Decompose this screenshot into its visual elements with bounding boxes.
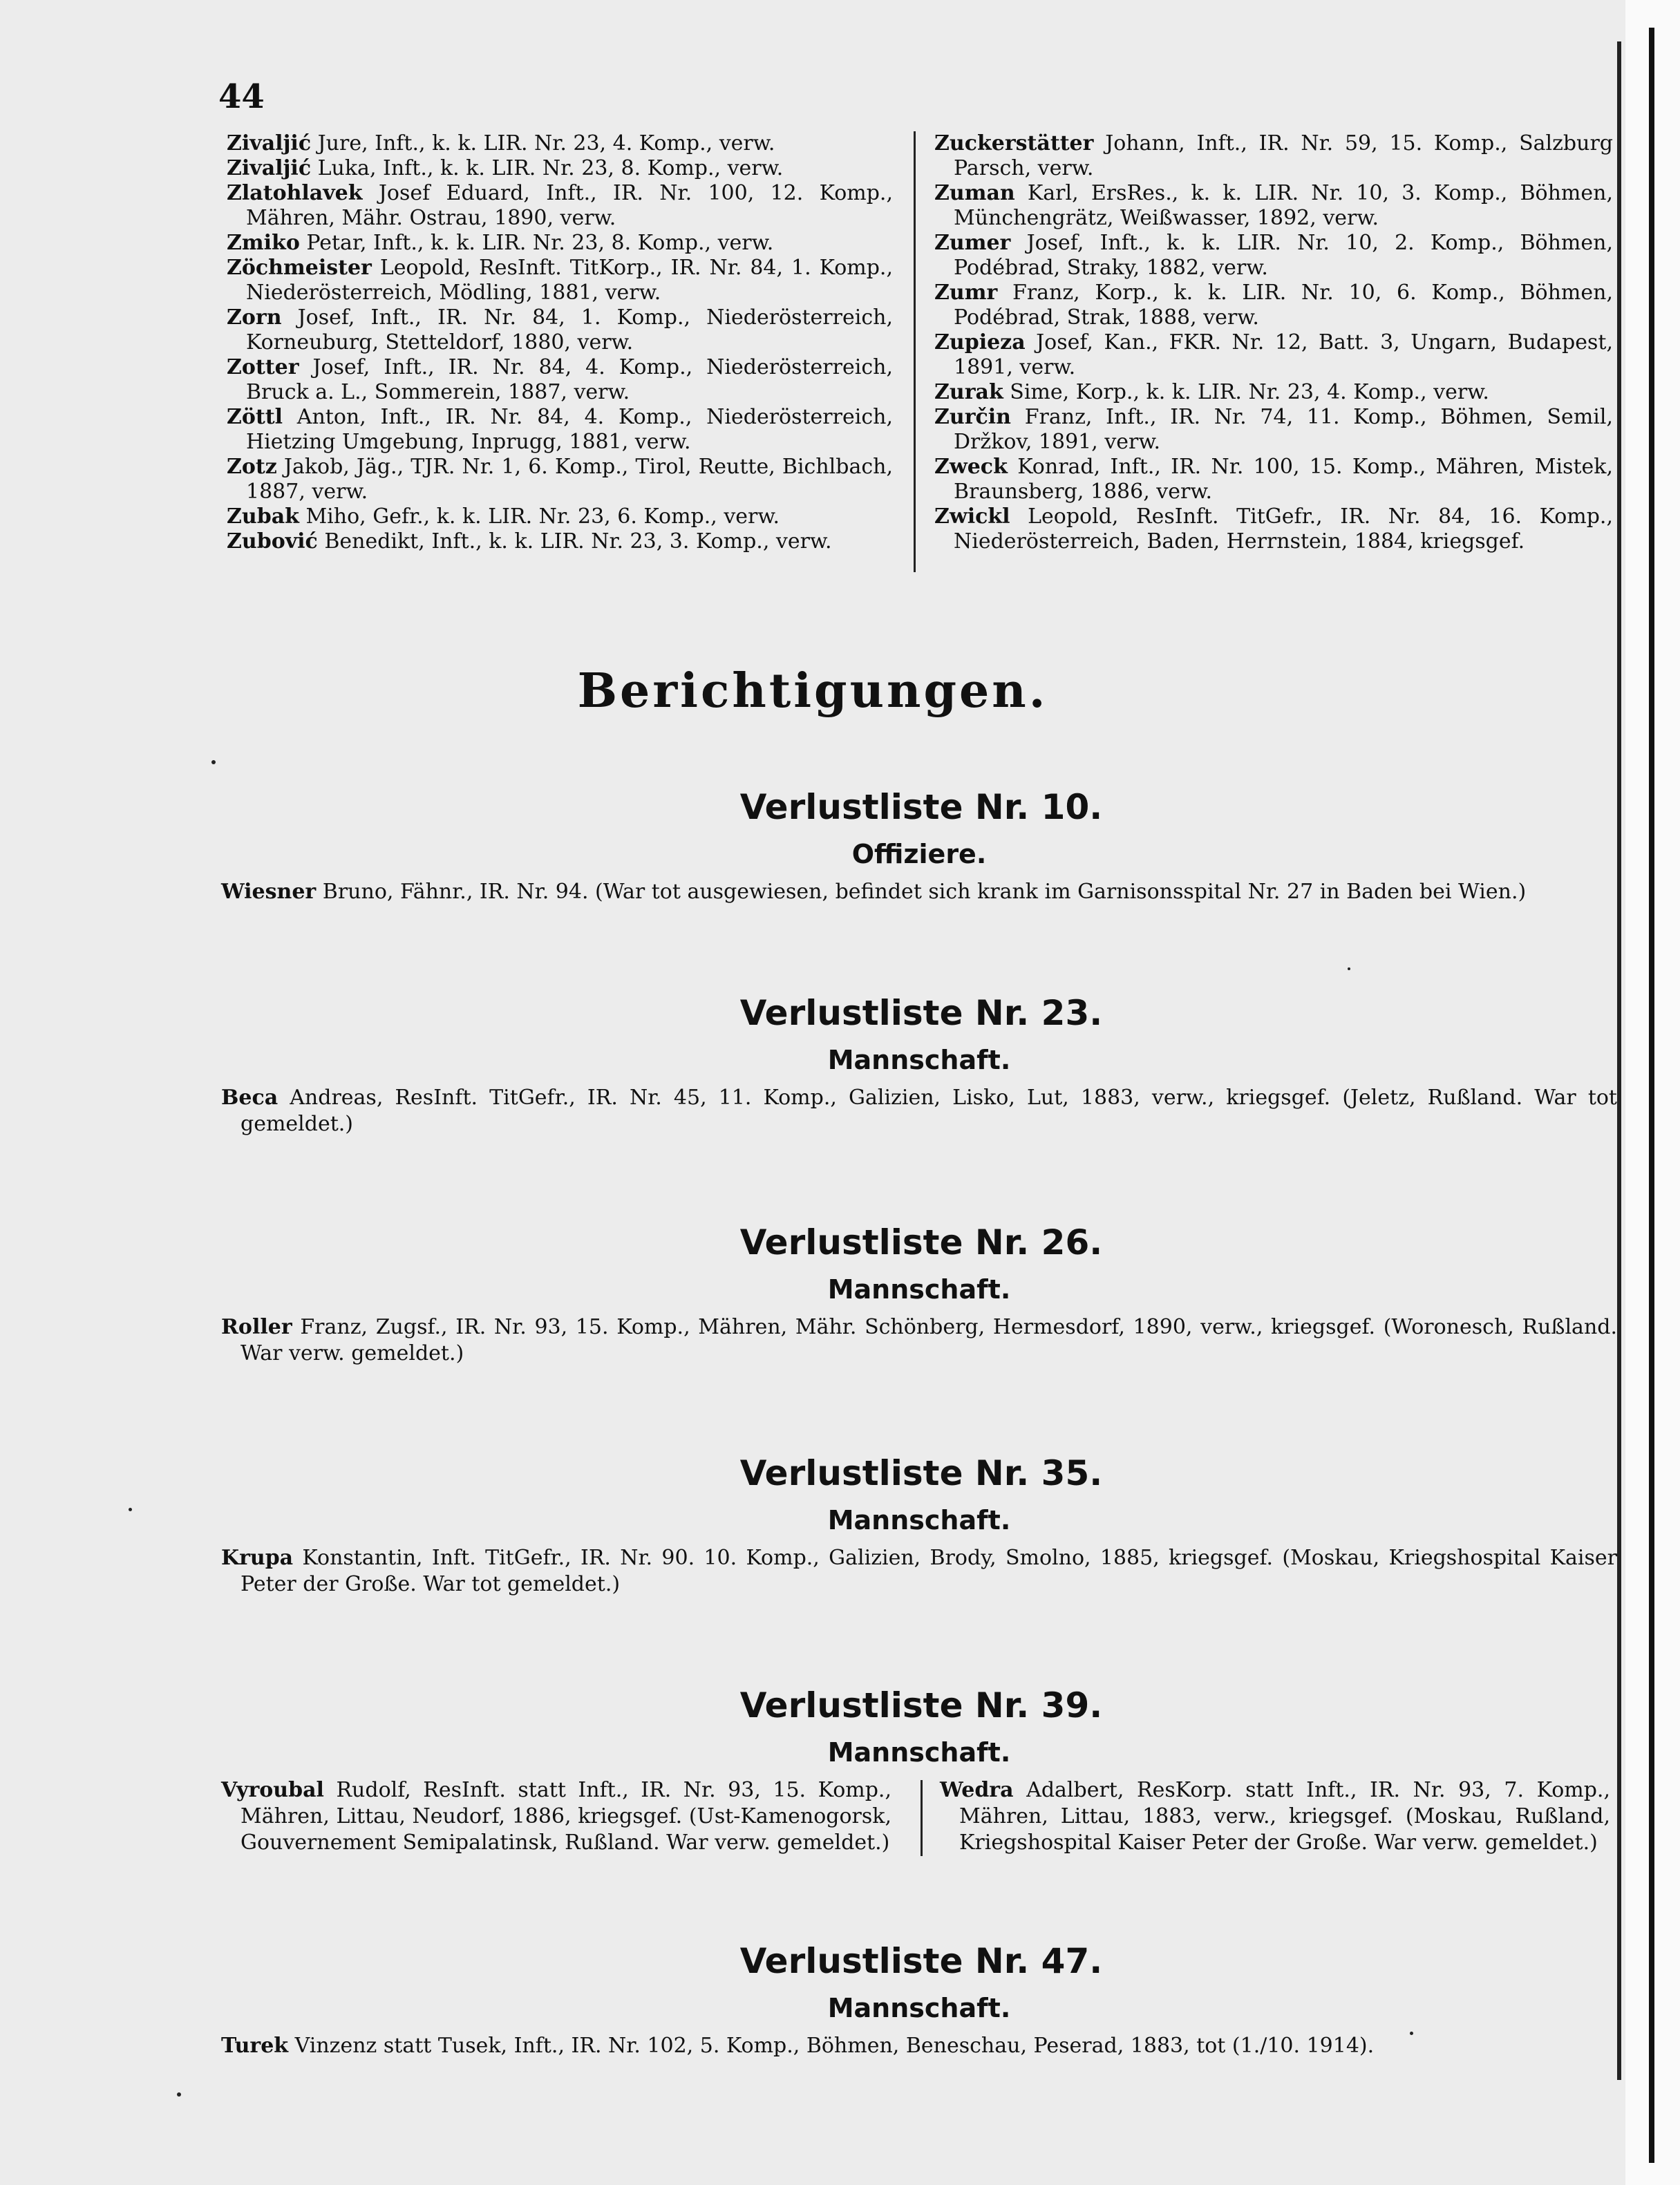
entry-surname: Zubović	[227, 529, 318, 554]
page-title: Berichtigungen.	[577, 663, 1048, 719]
section-subtitle: Mannschaft.	[827, 1737, 1011, 1768]
entry-surname: Beca	[221, 1086, 279, 1110]
section-title: Verlustliste Nr. 23.	[739, 993, 1103, 1033]
entry-surname: Zuman	[934, 181, 1015, 205]
entry-details: Anton, Inft., IR. Nr. 84, 4. Komp., Niederösterreich, Hietzing Umgebung, Inprugg, 1881, verw.	[246, 405, 893, 454]
scan-speck	[211, 760, 216, 764]
entry-details: Jure, Inft., k. k. LIR. Nr. 23, 4. Komp., verw.	[311, 131, 775, 155]
entry-surname: Zlatohlavek	[227, 181, 363, 205]
entry-surname: Krupa	[221, 1546, 294, 1570]
correction-section-39	[221, 1683, 1617, 1860]
scan-speck	[129, 1508, 132, 1511]
entry-details: Leopold, ResInft. TitKorp., IR. Nr. 84, 1. Komp., Niederösterreich, Mödling, 1881, verw.	[246, 256, 893, 305]
entry-surname: Zöttl	[227, 405, 283, 429]
entry-details: Andreas, ResInft. TitGefr., IR. Nr. 45, 11. Komp., Galizien, Lisko, Lut, 1883, verw., kriegsgef. (Jeletz, Rußland. War tot gemeldet.)	[240, 1086, 1617, 1136]
section-subtitle: Mannschaft.	[827, 1993, 1011, 2023]
list-item	[934, 131, 1613, 181]
correction-section-35	[221, 1451, 1617, 1598]
list-item	[934, 281, 1613, 330]
correction-section-23	[221, 991, 1617, 1137]
entry-surname: Turek	[221, 2034, 289, 2058]
list-item	[934, 455, 1613, 504]
section-subtitle: Mannschaft.	[827, 1505, 1011, 1535]
list-item	[227, 256, 893, 305]
entry-surname: Zwickl	[934, 504, 1010, 529]
entry-details: Luka, Inft., k. k. LIR. Nr. 23, 8. Komp., verw.	[311, 156, 784, 180]
list-item	[227, 529, 893, 554]
list-item	[227, 156, 893, 181]
entry-details: Leopold, ResInft. TitGefr., IR. Nr. 84, 16. Komp., Niederösterreich, Baden, Herrnstein, 1884, kriegsgef.	[954, 504, 1613, 554]
entry-surname: Zivaljić	[227, 131, 312, 155]
entry-details: Josef, Kan., FKR. Nr. 12, Batt. 3, Ungarn, Budapest, 1891, verw.	[954, 330, 1613, 379]
list-item	[221, 1314, 1617, 1367]
entry-details: Josef, Inft., IR. Nr. 84, 4. Komp., Niederösterreich, Bruck a. L., Sommerein, 1887, verw.	[246, 355, 893, 404]
entry-surname: Zurčin	[934, 405, 1011, 429]
page-edge-line	[1649, 28, 1654, 2163]
list-item	[934, 231, 1613, 281]
list-item	[227, 231, 893, 256]
entry-details: Vinzenz statt Tusek, Inft., IR. Nr. 102, 5. Komp., Böhmen, Beneschau, Peserad, 1883, tot (1./10. 1914).	[288, 2034, 1375, 2058]
entry-details: Konrad, Inft., IR. Nr. 100, 15. Komp., Mähren, Mistek, Braunsberg, 1886, verw.	[954, 455, 1613, 504]
entry-details: Konstantin, Inft. TitGefr., IR. Nr. 90. 10. Komp., Galizien, Brody, Smolno, 1885, kriegsgef. (Moskau, Kriegshospital Kaiser Peter der Große. War tot gemeldet.)	[240, 1546, 1617, 1596]
entry-surname: Zumr	[934, 281, 998, 305]
entry-details: Benedikt, Inft., k. k. LIR. Nr. 23, 3. Komp., verw.	[317, 529, 832, 554]
entry-surname: Zivaljić	[227, 156, 312, 180]
column-divider	[914, 131, 916, 572]
list-item	[934, 330, 1613, 380]
entry-details: Josef, Inft., IR. Nr. 84, 1. Komp., Niederösterreich, Korneuburg, Stetteldorf, 1880, verw.	[246, 305, 893, 354]
entry-surname: Wiesner	[221, 880, 317, 904]
right-column	[934, 131, 1613, 554]
entry-details: Johann, Inft., IR. Nr. 59, 15. Komp., Salzburg Parsch, verw.	[954, 131, 1613, 180]
entry-details: Sime, Korp., k. k. LIR. Nr. 23, 4. Komp., verw.	[1003, 380, 1489, 404]
entry-surname: Zöchmeister	[227, 256, 372, 280]
correction-section-10	[221, 785, 1617, 905]
list-item	[227, 504, 893, 529]
list-item	[221, 1085, 1617, 1137]
list-item	[221, 879, 1617, 905]
entry-details: Josef Eduard, Inft., IR. Nr. 100, 12. Komp., Mähren, Mähr. Ostrau, 1890, verw.	[246, 181, 893, 230]
section-subtitle: Offiziere.	[851, 839, 987, 869]
entry-surname: Zmiko	[227, 231, 300, 255]
list-item	[934, 405, 1613, 455]
list-item	[227, 455, 893, 504]
entry-surname: Zuckerstätter	[934, 131, 1094, 155]
correction-section-47	[221, 1939, 1617, 2059]
entry-surname: Zorn	[227, 305, 282, 330]
list-item	[934, 504, 1613, 554]
entry-details: Adalbert, ResKorp. statt Inft., IR. Nr. 93, 7. Komp., Mähren, Littau, 1883, verw., kriegsgef. (Moskau, Rußland, Kriegshospital Kaiser Peter der Große. War verw. gemeldet.)	[959, 1778, 1610, 1855]
left-column	[227, 131, 893, 554]
list-item	[934, 181, 1613, 231]
list-item	[221, 1545, 1617, 1598]
scan-speck	[177, 2092, 181, 2097]
list-item	[940, 1777, 1610, 1856]
entry-details: Petar, Inft., k. k. LIR. Nr. 23, 8. Komp., verw.	[299, 231, 774, 255]
section-subtitle: Mannschaft.	[827, 1274, 1011, 1305]
entry-surname: Roller	[221, 1315, 292, 1339]
entry-details: Rudolf, ResInft. statt Inft., IR. Nr. 93, 15. Komp., Mähren, Littau, Neudorf, 1886, kriegsgef. (Ust-Kamenogorsk, Gouvernement Semipalatinsk, Rußland. War verw. gemeldet.)	[240, 1778, 891, 1855]
list-item	[221, 1777, 891, 1856]
section-title: Verlustliste Nr. 35.	[739, 1453, 1103, 1493]
entry-details: Franz, Korp., k. k. LIR. Nr. 10, 6. Komp., Böhmen, Podébrad, Strak, 1888, verw.	[954, 281, 1613, 330]
correction-section-26	[221, 1220, 1617, 1367]
list-item	[227, 405, 893, 455]
section-title: Verlustliste Nr. 26.	[739, 1222, 1103, 1262]
entry-surname: Zotz	[227, 455, 277, 479]
scan-speck	[1410, 2032, 1413, 2035]
entry-surname: Zweck	[934, 455, 1008, 479]
list-item	[227, 131, 893, 156]
entry-surname: Zumer	[934, 231, 1011, 255]
entry-details: Bruno, Fähnr., IR. Nr. 94. (War tot ausgewiesen, befindet sich krank im Garnisonsspital Nr. 27 in Baden bei Wien.)	[316, 880, 1527, 904]
entry-details: Miho, Gefr., k. k. LIR. Nr. 23, 6. Komp., verw.	[299, 504, 780, 529]
entry-surname: Zupieza	[934, 330, 1026, 354]
entry-surname: Zotter	[227, 355, 299, 379]
entry-surname: Wedra	[940, 1778, 1014, 1802]
list-item	[934, 380, 1613, 405]
section-title: Verlustliste Nr. 10.	[739, 787, 1103, 827]
page-number: 44	[218, 77, 265, 116]
column-divider	[921, 1780, 923, 1856]
entry-details: Karl, ErsRes., k. k. LIR. Nr. 10, 3. Komp., Böhmen, Münchengrätz, Weißwasser, 1892, verw.	[954, 181, 1613, 230]
entry-details: Franz, Zugsf., IR. Nr. 93, 15. Komp., Mähren, Mähr. Schönberg, Hermesdorf, 1890, verw., kriegsgef. (Woronesch, Rußland. War verw. gemeldet.)	[240, 1315, 1617, 1365]
list-item	[221, 2033, 1617, 2059]
scan-speck	[1348, 967, 1350, 970]
entry-details: Franz, Inft., IR. Nr. 74, 11. Komp., Böhmen, Semil, Držkov, 1891, verw.	[954, 405, 1613, 454]
list-item	[227, 305, 893, 355]
entry-details: Jakob, Jäg., TJR. Nr. 1, 6. Komp., Tirol, Reutte, Bichlbach, 1887, verw.	[246, 455, 893, 504]
section-subtitle: Mannschaft.	[827, 1045, 1011, 1075]
entry-surname: Zubak	[227, 504, 299, 529]
two-column-entries	[221, 1777, 1617, 1860]
section-title: Verlustliste Nr. 39.	[739, 1685, 1103, 1725]
list-item	[227, 181, 893, 231]
entry-details: Josef, Inft., k. k. LIR. Nr. 10, 2. Komp., Böhmen, Podébrad, Straky, 1882, verw.	[954, 231, 1613, 280]
page-edge-shadow	[1617, 41, 1621, 2080]
entry-surname: Vyroubal	[221, 1778, 324, 1802]
entry-surname: Zurak	[934, 380, 1003, 404]
section-title: Verlustliste Nr. 47.	[739, 1941, 1103, 1981]
list-item	[227, 355, 893, 405]
